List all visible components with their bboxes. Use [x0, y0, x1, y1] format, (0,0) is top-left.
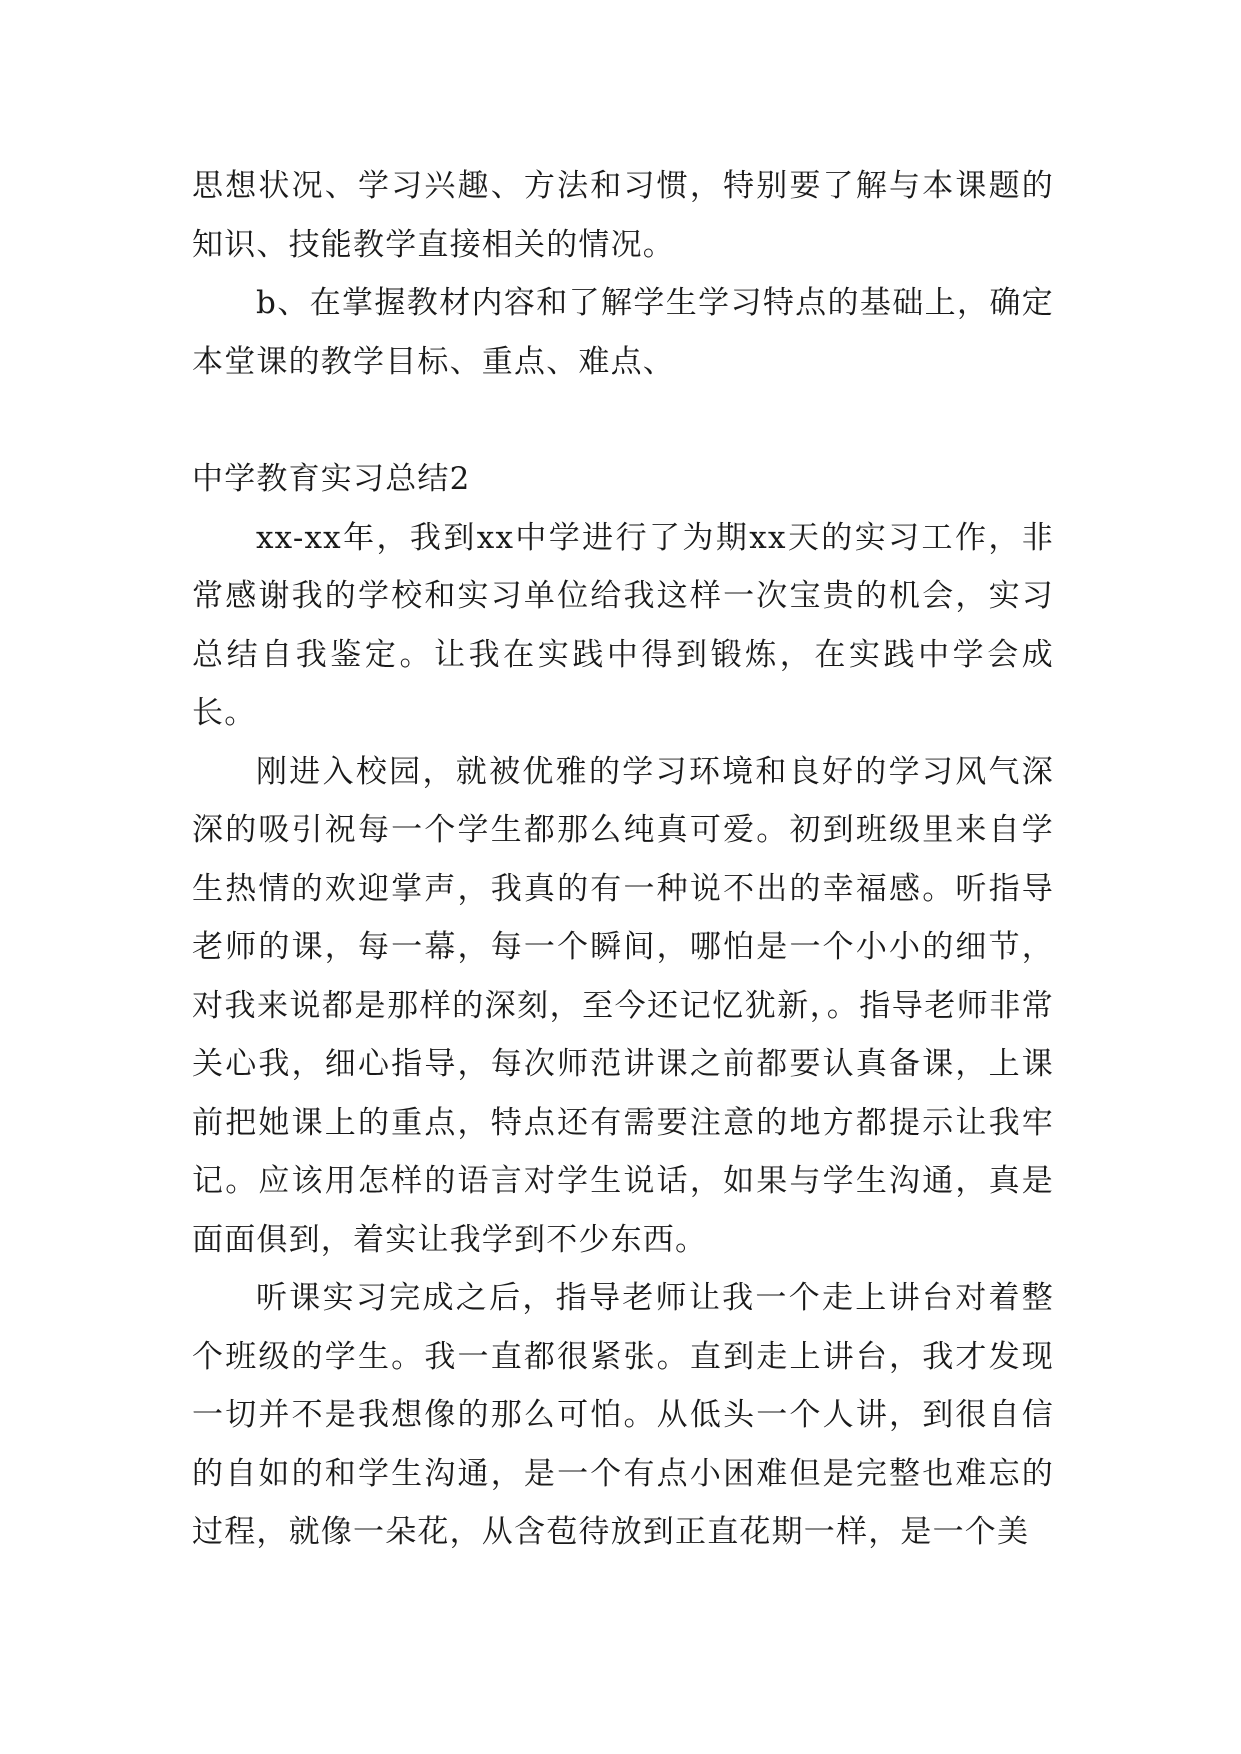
section-internship-summary-2 — [192, 450, 1054, 1562]
continuation-text — [192, 157, 1054, 391]
paragraph-first-lecture: 听课实习完成之后，指导老师让我一个走上讲台对着整个班级的学生。我一直都很紧张。直到走上讲台，我才发现一切并不是我想像的那么可怕。从低头一个人讲，到很自信的自如的和学生沟通，是一个有点小困难但是完整也难忘的过程，就像一朵花，从含苞待放到正直花期一样，是一个美 — [192, 1280, 1054, 1550]
paragraph-intro: xx-xx年，我到xx中学进行了为期xx天的实习工作，非常感谢我的学校和实习单位给我这样一次宝贵的机会，实习总结自我鉴定。让我在实践中得到锻炼，在实践中学会成长。 — [192, 519, 1054, 731]
paragraph-teaching-goals: b、在掌握教材内容和了解学生学习特点的基础上，确定本堂课的教学目标、重点、难点、 — [192, 285, 1054, 380]
section-heading: 中学教育实习总结2 — [192, 461, 471, 497]
paragraph-campus-impression: 刚进入校园，就被优雅的学习环境和良好的学习风气深深的吸引祝每一个学生都那么纯真可爱。初到班级里来自学生热情的欢迎掌声，我真的有一种说不出的幸福感。听指导老师的课，每一幕，每一个瞬间，哪怕是一个小小的细节，对我来说都是那样的深刻，至今还记忆犹新，。指导老师非常关心我，细心指导，每次师范讲课之前都要认真备课，上课前把她课上的重点，特点还有需要注意的地方都提示让我牢记。应该用怎样的语言对学生说话，如果与学生沟通，真是面面俱到，着实让我学到不少东西。 — [192, 753, 1054, 1258]
paragraph-student-situation: 思想状况、学习兴趣、方法和习惯，特别要了解与本课题的知识、技能教学直接相关的情况。 — [192, 168, 1054, 263]
